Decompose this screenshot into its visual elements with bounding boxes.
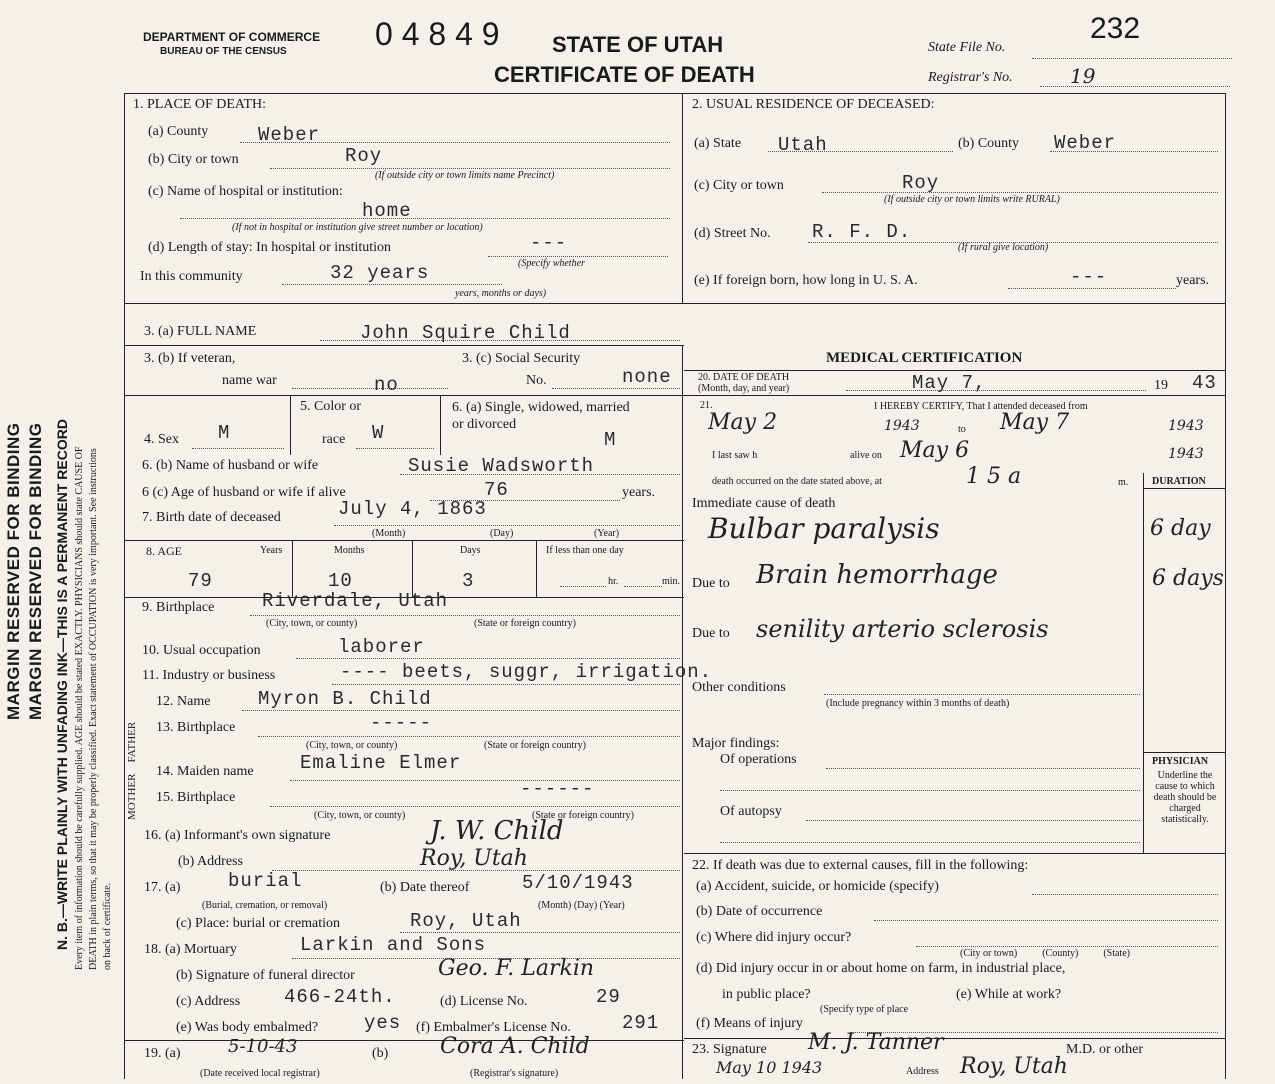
ssn-no-label: No. <box>526 373 547 388</box>
res-city-label: (c) City or town <box>694 178 784 193</box>
color-label: 5. Color or <box>300 399 362 414</box>
veteran-label: 3. (b) If veteran, <box>144 351 236 366</box>
mother-father-tag: MOTHER FATHER <box>126 721 138 820</box>
res-county-value: Weber <box>1054 132 1117 154</box>
embalmed-value: yes <box>364 1012 402 1034</box>
mother-name-label: 14. Maiden name <box>156 764 254 779</box>
birthplace-value: Riverdale, Utah <box>262 590 449 612</box>
res-street-value: R. F. D. <box>812 221 912 243</box>
embalmer-license-value: 291 <box>622 1012 660 1034</box>
race-label: race <box>322 432 346 447</box>
community-value: 32 years <box>330 262 430 284</box>
death-date-value: May 7, <box>912 372 987 394</box>
marital-value: M <box>604 429 617 451</box>
occupation-label: 10. Usual occupation <box>142 643 261 658</box>
mortuary-value: Larkin and Sons <box>300 934 487 956</box>
father-name-value: Myron B. Child <box>258 688 432 710</box>
birth-month-note: (Month) <box>372 528 406 539</box>
autopsy-label: Of autopsy <box>720 804 782 819</box>
license-value: 29 <box>596 986 621 1008</box>
burial-date-label: (b) Date thereof <box>380 880 470 895</box>
margin-note-2: DEATH in plain terms, so that it may be properly classified. Exact statement of OCCUPATION is very important. See instructions <box>88 448 99 970</box>
attended-to: May 7 <box>1000 410 1070 435</box>
birth-label: 7. Birth date of deceased <box>142 510 281 525</box>
age-days-value: 3 <box>462 570 475 592</box>
bureau-label: BUREAU OF THE CENSUS <box>160 46 287 57</box>
father-bp-note-1: (City, town, or county) <box>306 740 398 751</box>
community-note: years, months or days) <box>455 288 547 299</box>
stay-note: (Specify whether <box>518 258 585 269</box>
spouse-age-unit: years. <box>622 485 656 500</box>
signature-date: May 10 1943 <box>716 1058 823 1077</box>
mother-name-value: Emaline Elmer <box>300 752 462 774</box>
sex-value: M <box>218 422 231 444</box>
burial-label: 17. (a) <box>144 880 181 895</box>
ssn-label: 3. (c) Social Security <box>462 351 581 366</box>
external-c-note: (City or town) (County) (State) <box>960 948 1130 959</box>
birthplace-note-2: (State or foreign country) <box>474 618 576 629</box>
embalmer-license-label: (f) Embalmer's License No. <box>416 1020 571 1035</box>
informant-address-label: (b) Address <box>178 854 243 869</box>
res-foreign-unit: years. <box>1176 273 1210 288</box>
physician-address-label: Address <box>906 1066 939 1077</box>
res-foreign-value: --- <box>1070 266 1108 288</box>
received-note: (Date received local registrar) <box>200 1068 320 1079</box>
margin-binding-text-2: MARGIN RESERVED FOR BINDING <box>26 422 45 720</box>
due-to-2: senility arterio sclerosis <box>756 615 1049 643</box>
spouse-value: Susie Wadsworth <box>408 455 595 477</box>
birthplace-label: 9. Birthplace <box>142 600 215 615</box>
full-name-label: 3. (a) FULL NAME <box>144 324 257 339</box>
m-label: m. <box>1118 477 1129 488</box>
residence-heading: 2. USUAL RESIDENCE OF DECEASED: <box>692 97 935 112</box>
death-year-prefix: 19 <box>1154 378 1168 393</box>
age-years-value: 79 <box>188 570 213 592</box>
received-label: 19. (a) <box>144 1046 181 1061</box>
spouse-age-label: 6 (c) Age of husband or wife if alive <box>142 485 346 500</box>
license-label: (d) License No. <box>440 994 528 1009</box>
physician-address: Roy, Utah <box>960 1054 1068 1079</box>
margin-note-1: Every item of information should be carefully supplied. AGE should be stated EXACTLY. PHYSICIANS should state CAUSE OF <box>74 446 85 970</box>
external-d: (d) Did injury occur in or about home on farm, in industrial place, <box>696 961 1066 976</box>
industry-label: 11. Industry or business <box>142 668 276 683</box>
res-city-note: (If outside city or town limits write RURAL) <box>884 194 1060 205</box>
operations-label: Of operations <box>720 752 797 767</box>
birth-value: July 4, 1863 <box>338 498 487 520</box>
medical-heading: MEDICAL CERTIFICATION <box>826 350 1023 366</box>
embalmed-label: (e) Was body embalmed? <box>176 1020 319 1035</box>
birthplace-note-1: (City, town, or county) <box>266 618 358 629</box>
margin-binding-text-1: MARGIN RESERVED FOR BINDING <box>4 422 23 720</box>
ssn-value: none <box>622 366 672 388</box>
stay-label: (d) Length of stay: In hospital or institution <box>148 240 392 255</box>
external-d2: in public place? <box>722 987 811 1002</box>
res-state-label: (a) State <box>694 136 742 151</box>
last-saw-label: I last saw h <box>712 450 758 461</box>
burial-value: burial <box>228 870 303 892</box>
cert-number: 21. <box>700 400 713 411</box>
res-street-label: (d) Street No. <box>694 226 771 241</box>
race-value: W <box>372 422 385 444</box>
department-label: DEPARTMENT OF COMMERCE <box>143 30 321 44</box>
full-name-value: John Squire Child <box>360 322 571 344</box>
mortuary-label: 18. (a) Mortuary <box>144 942 237 957</box>
res-street-note: (If rural give location) <box>958 242 1049 253</box>
other-conditions-note: (Include pregnancy within 3 months of death) <box>826 698 1010 709</box>
certificate-title: CERTIFICATE OF DEATH <box>494 62 755 87</box>
less-day-label: If less than one day <box>546 545 624 556</box>
external-c: (c) Where did injury occur? <box>696 930 852 945</box>
hospital-value: home <box>362 200 412 222</box>
last-saw-year: 1943 <box>1168 446 1204 462</box>
burial-note: (Burial, cremation, or removal) <box>202 900 328 911</box>
serial-number: 0 4 8 4 9 <box>375 16 500 52</box>
due-to-1: Brain hemorrhage <box>756 560 998 590</box>
registrar-signature: Cora A. Child <box>440 1034 590 1059</box>
res-city-value: Roy <box>902 172 940 194</box>
death-year-value: 43 <box>1192 372 1217 394</box>
hr-label: hr. <box>608 576 619 587</box>
war-label: name war <box>222 373 277 388</box>
mother-birthplace-value: ------ <box>520 778 595 800</box>
external-f: (f) Means of injury <box>696 1016 803 1031</box>
res-county-label: (b) County <box>958 136 1020 151</box>
father-birthplace-value: ----- <box>370 712 433 734</box>
signature-label: 23. Signature <box>692 1042 767 1057</box>
registrar-number: 19 <box>1070 64 1096 88</box>
county-label: (a) County <box>148 124 209 139</box>
community-label: In this community <box>140 269 243 284</box>
external-a: (a) Accident, suicide, or homicide (specify) <box>696 879 939 894</box>
last-saw-date: May 6 <box>900 438 970 463</box>
min-label: min. <box>662 576 681 587</box>
duration-label: DURATION <box>1152 476 1206 487</box>
stay-value: --- <box>530 232 568 254</box>
death-date-label: 20. DATE OF DEATH <box>698 372 790 383</box>
hospital-note: (If not in hospital or institution give street number or location) <box>232 222 483 233</box>
external-note: (Specify type of place <box>820 1004 909 1015</box>
war-value: no <box>374 374 399 396</box>
spouse-label: 6. (b) Name of husband or wife <box>142 458 319 473</box>
father-name-label: 12. Name <box>156 694 211 709</box>
mother-birthplace-label: 15. Birthplace <box>156 790 236 805</box>
death-occurred-label: death occurred on the date stated above, at <box>712 476 882 487</box>
md-label: M.D. or other <box>1066 1042 1143 1057</box>
immediate-duration: 6 day <box>1150 516 1211 541</box>
informant-address: Roy, Utah <box>420 846 528 871</box>
days-col-label: Days <box>460 545 481 556</box>
attended-to-label: to <box>958 424 966 435</box>
place-of-death-heading: 1. PLACE OF DEATH: <box>133 97 267 112</box>
city-note: (If outside city or town limits name Precinct) <box>375 170 555 181</box>
registrar-label: Registrar's No. <box>928 70 1013 85</box>
attended-from: May 2 <box>708 410 778 435</box>
birth-year-note: (Year) <box>594 528 620 539</box>
industry-value: ---- beets, suggr, irrigation. <box>340 661 713 683</box>
age-months-value: 10 <box>328 570 353 592</box>
immediate-cause: Bulbar paralysis <box>708 512 940 545</box>
external-b: (b) Date of occurrence <box>696 904 823 919</box>
burial-date-note: (Month) (Day) (Year) <box>538 900 625 911</box>
due-to-1-label: Due to <box>692 576 730 591</box>
city-value: Roy <box>345 145 383 167</box>
external-heading: 22. If death was due to external causes, fill in the following: <box>692 858 1029 873</box>
informant-signature: J. W. Child <box>430 816 564 846</box>
director-signature: Geo. F. Larkin <box>438 956 595 981</box>
mother-bp-note-2: (State or foreign country) <box>532 810 634 821</box>
physician-label: PHYSICIAN <box>1152 756 1209 767</box>
state-title: STATE OF UTAH <box>552 32 724 57</box>
burial-place-value: Roy, Utah <box>410 910 522 932</box>
margin-note-3: on back of certificate. <box>102 882 113 970</box>
occupation-value: laborer <box>338 636 425 658</box>
physician-note: Underline the cause to which death should be charged statistically. <box>1153 770 1217 825</box>
death-time: 1 5 a <box>966 464 1022 489</box>
hospital-label: (c) Name of hospital or institution: <box>148 184 343 199</box>
attended-to-year: 1943 <box>1168 418 1204 434</box>
registrar-sig-label: (b) <box>372 1046 389 1061</box>
state-file-number: 232 <box>1090 12 1141 45</box>
mother-bp-note-1: (City, town, or county) <box>314 810 406 821</box>
due-to-2-label: Due to <box>692 626 730 641</box>
spouse-age-value: 76 <box>484 479 509 501</box>
informant-sig-label: 16. (a) Informant's own signature <box>144 828 331 843</box>
burial-place-label: (c) Place: burial or cremation <box>176 916 341 931</box>
years-col-label: Years <box>260 545 283 556</box>
state-file-label: State File No. <box>928 40 1006 55</box>
burial-date-value: 5/10/1943 <box>522 872 634 894</box>
major-findings-label: Major findings: <box>692 736 780 751</box>
age-label: 8. AGE <box>146 544 182 558</box>
alive-on-label: alive on <box>850 450 882 461</box>
margin-warning-text: N. B.—WRITE PLAINLY WITH UNFADING INK—THIS IS A PERMANENT RECORD <box>54 419 70 950</box>
director-label: (b) Signature of funeral director <box>176 968 355 983</box>
res-foreign-label: (e) If foreign born, how long in U. S. A. <box>694 273 918 288</box>
mortuary-address-value: 466-24th. <box>284 986 396 1008</box>
sex-label: 4. Sex <box>144 432 179 447</box>
external-e: (e) While at work? <box>956 987 1062 1002</box>
father-bp-note-2: (State or foreign country) <box>484 740 586 751</box>
received-date: 5-10-43 <box>228 1036 298 1057</box>
other-conditions-label: Other conditions <box>692 680 786 695</box>
county-value: Weber <box>258 124 321 146</box>
registrar-sig-note: (Registrar's signature) <box>470 1068 559 1079</box>
due-to-1-duration: 6 days <box>1152 566 1224 591</box>
immediate-cause-label: Immediate cause of death <box>692 496 836 511</box>
physician-signature: M. J. Tanner <box>808 1030 944 1055</box>
months-col-label: Months <box>334 545 365 556</box>
death-date-note: (Month, day, and year) <box>698 383 790 394</box>
attended-from-year: 1943 <box>884 418 920 434</box>
birth-day-note: (Day) <box>490 528 514 539</box>
certify-text: I HEREBY CERTIFY, That I attended deceased from <box>874 401 1088 412</box>
marital-label: 6. (a) Single, widowed, married or divorced <box>452 400 630 432</box>
city-label: (b) City or town <box>148 152 239 167</box>
father-birthplace-label: 13. Birthplace <box>156 720 236 735</box>
mortuary-address-label: (c) Address <box>176 994 241 1009</box>
res-state-value: Utah <box>778 134 828 156</box>
